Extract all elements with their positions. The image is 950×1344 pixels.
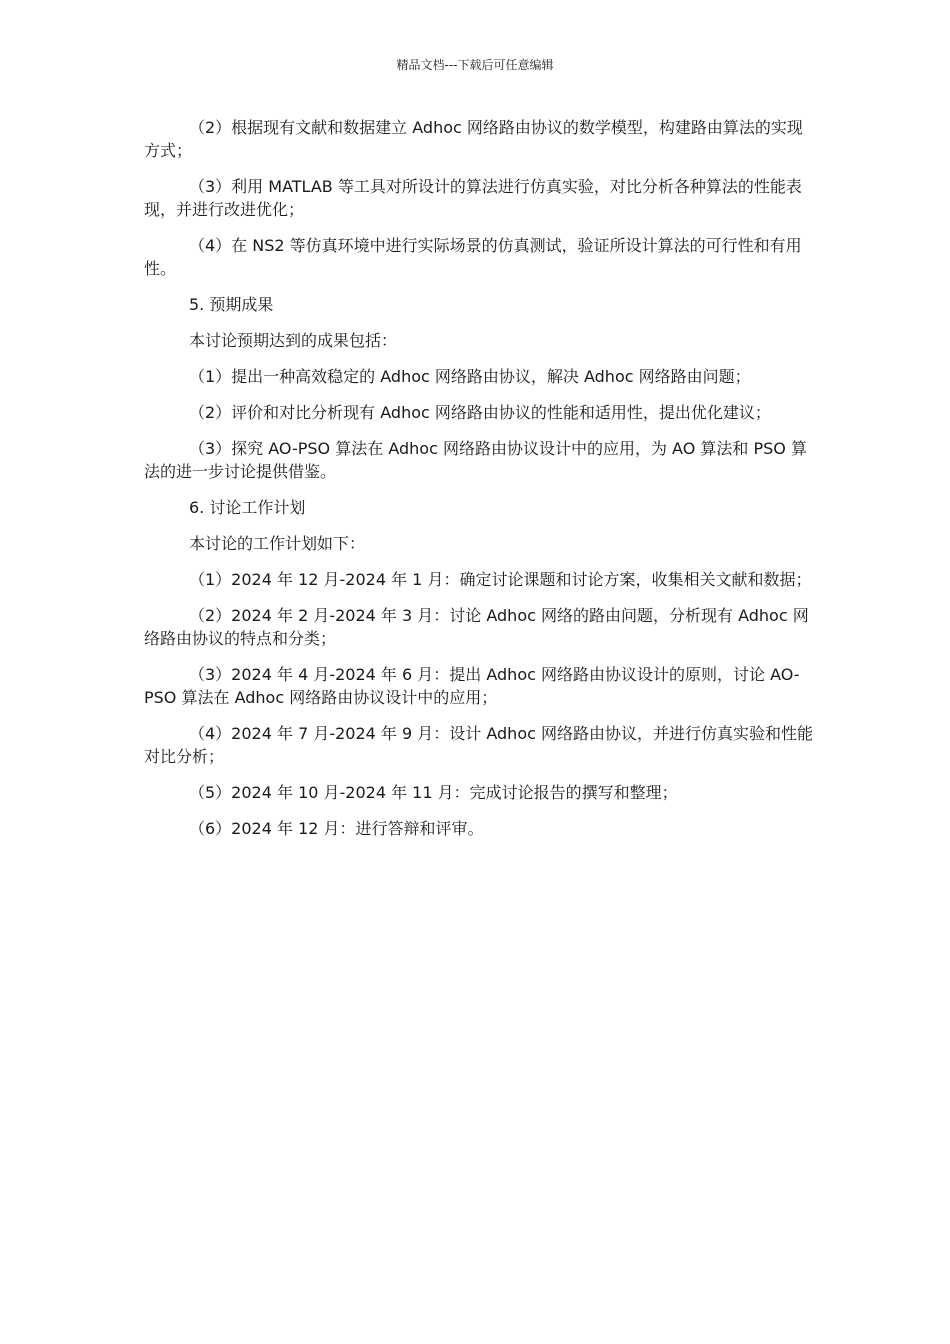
paragraph-plan-1: （1）2024 年 12 月-2024 年 1 月：确定讨论课题和讨论方案，收集相关文献和数据； bbox=[189, 570, 812, 589]
paragraph-method-3: （3）利用 MATLAB 等工具对所设计的算法进行仿真实验，对比分析各种算法的性能表现，并进行改进优化； bbox=[144, 177, 802, 219]
paragraph-results-intro: 本讨论预期达到的成果包括： bbox=[189, 331, 398, 350]
paragraph-method-2: （2）根据现有文献和数据建立 Adhoc 网络路由协议的数学模型，构建路由算法的实现方式； bbox=[144, 118, 803, 160]
section-heading-expected-results: 5. 预期成果 bbox=[189, 295, 274, 314]
paragraph-plan-intro: 本讨论的工作计划如下： bbox=[189, 534, 366, 553]
paragraph-plan-3: （3）2024 年 4 月-2024 年 6 月：提出 Adhoc 网络路由协议设计的原则，讨论 AO-PSO 算法在 Adhoc 网络路由协议设计中的应用； bbox=[144, 665, 800, 707]
paragraph-plan-6: （6）2024 年 12 月：进行答辩和评审。 bbox=[189, 819, 484, 838]
paragraph-plan-4: （4）2024 年 7 月-2024 年 9 月：设计 Adhoc 网络路由协议，并进行仿真实验和性能对比分析； bbox=[144, 724, 813, 766]
paragraph-result-1: （1）提出一种高效稳定的 Adhoc 网络路由协议，解决 Adhoc 网络路由问题； bbox=[189, 367, 751, 386]
paragraph-method-4: （4）在 NS2 等仿真环境中进行实际场景的仿真测试，验证所设计算法的可行性和有用性。 bbox=[144, 236, 802, 278]
paragraph-plan-5: （5）2024 年 10 月-2024 年 11 月：完成讨论报告的撰写和整理； bbox=[189, 783, 678, 802]
page-header: 精品文档---下载后可任意编辑 bbox=[396, 58, 554, 72]
paragraph-result-3: （3）探究 AO-PSO 算法在 Adhoc 网络路由协议设计中的应用，为 AO 算法和 PSO 算法的进一步讨论提供借鉴。 bbox=[144, 439, 807, 481]
document-body bbox=[144, 116, 814, 853]
paragraph-result-2: （2）评价和对比分析现有 Adhoc 网络路由协议的性能和适用性，提出优化建议； bbox=[189, 403, 771, 422]
paragraph-plan-2: （2）2024 年 2 月-2024 年 3 月：讨论 Adhoc 网络的路由问题，分析现有 Adhoc 网络路由协议的特点和分类； bbox=[144, 606, 809, 648]
section-heading-work-plan: 6. 讨论工作计划 bbox=[189, 498, 306, 517]
